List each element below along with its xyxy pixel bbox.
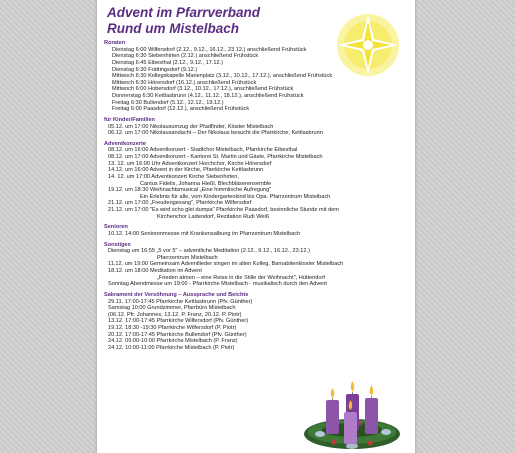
section-heading: Adventkonzerte xyxy=(104,140,146,147)
event-entry: Mittwoch 6:00 Hobersdorf (3.12., 10.12., 17.12.), anschließend Frühstück xyxy=(112,86,294,93)
event-entry: 20.12. 17:00-17:45 Pfarrkirche Bullendorf (Pfv. Günther) xyxy=(108,331,247,338)
event-entry: Pfarrzentrum Mistelbach xyxy=(157,254,218,261)
event-entry: 14.12. um 16:00 Advent in der Kirche, Pfarrkirche Kettlasbrunn xyxy=(108,167,264,174)
event-entry: 18.12. um 18:00 Meditation im Advent xyxy=(108,268,202,274)
event-listing xyxy=(104,40,404,352)
section-heading: Roraten xyxy=(104,40,126,46)
event-entry: 21.12. um 17:00 "Es wird scho glei dumpa" Pfarrkirche Paasdorf, besinnliche Stunde mit dem xyxy=(108,207,339,213)
event-entry: 13. 12. um 16:00 Uhr Adventkonzert Horchchor, Kirche Hörersdorf xyxy=(108,160,272,167)
event-entry: 13.12. 17:00-17:45 Pfarrkirche Wilfersdorf (Pfv. Günther) xyxy=(108,318,249,325)
event-entry: Dienstag um 16:55 „5 vor 5" – adventliche Meditation (2.12., 9.12., 16.12., 23.12.) xyxy=(108,248,310,255)
section-heading: Sakrament der Versöhnung – Aussprache und Beichte xyxy=(104,291,249,298)
section-heading: Sonstiges xyxy=(104,241,131,248)
title-line-1: Advent im Pfarrverband xyxy=(107,5,261,20)
flyer-page xyxy=(97,0,415,453)
event-entry: 24.12. 09:00-10:00 Pfarrkirche Mistelbach (P. Franz) xyxy=(108,338,238,345)
event-entry: 21.12. um 17:00 „Freudengesang", Pfarrkirche Wilfersdorf xyxy=(108,200,252,207)
event-entry: (06.12. Pfr. Johannes, 13.12. P. Franz, 20.12. P. Piotr) xyxy=(108,311,242,318)
event-entry: 14. 12. um 17:00 Adventkonzert Kirche Siebenhirten, xyxy=(108,173,239,180)
event-entry: Mittwoch 6:30 Kollegskapelle Marienplatz (3.12., 10.12., 17.12.), anschließend Frühstück xyxy=(112,73,333,80)
event-entry: Freitag 6:30 Bullendorf (5.12., 12.12., 19.12.) xyxy=(112,99,224,106)
event-entry: 08.12. um 16:00 Adventkonzert - Stadtchor Mistelbach, Pfarrkirche Eibesthal xyxy=(108,147,298,154)
advent-wreath-icon xyxy=(300,366,404,453)
event-entry: 08.12. um 17:00 Adventkonzert - Kantorei St. Martin und Gäste, Pfarrkirche Mistelbach xyxy=(108,154,323,160)
event-entry: Dienstag 6:00 Wilfersdorf (2.12., 9.12., 16.12., 23.12.) anschließend Frühstück xyxy=(112,46,307,53)
event-entry: 10.12. 14:00 Seniorenmesse mit Krankensalbung im Pfarrzentrum Mistelbach xyxy=(108,230,301,237)
section-heading: für Kinder/Familien xyxy=(104,116,155,123)
event-entry: 19.12. 18:30 -19:30 Pfarrkirche Wilfersdorf (P. Piotr) xyxy=(108,325,237,331)
event-entry: Dienstag 6:30 Frättingsdorf (9.12.) xyxy=(112,66,198,73)
event-entry: 29.11. 17:00-17:45 Pfarrkirche Kettlasbrunn (Pfv. Günther) xyxy=(108,298,253,305)
event-entry: 11.12. um 19:00 Gemeinsam Adventlieder singen im alten Kolleg, Barnabitenkloster Mistelbach xyxy=(108,261,344,268)
event-entry: Cantus Fidelis, Johanna Hießl, Blechbläserensemble xyxy=(140,180,272,187)
event-entry: Kirchenchor Ladendorf, Rezitation Rudi Weiß xyxy=(157,213,270,220)
event-entry: Samstag 10:00 Grundzimmer, Pfarrbüro Mistelbach xyxy=(108,305,236,312)
event-entry: Dienstag 6:30 Siebenhirten (2.12.) anschließend Frühstück xyxy=(112,53,259,60)
event-entry: Freitag 6:00 Paasdorf (12.12.), anschließend Frühstück xyxy=(112,106,250,113)
page-title xyxy=(107,5,260,37)
event-entry: 19.12. um 18:30 Weihnachtsmusical „Eine himmlische Aufregung" xyxy=(108,187,272,194)
event-entry: Donnerstag 6:30 Kettlasbrunn (4.12., 11.12., 18.12.), anschließend Frühstück xyxy=(112,93,304,99)
event-entry: 06.12. um 17:00 Nikolausandacht – Der Nikolaus besucht die Pfarrkirche, Kettlasbrunn xyxy=(108,130,323,137)
event-entry: 24.12. 10:00-11:00 Pfarrkirche Mistelbach (P. Piotr) xyxy=(108,344,235,351)
title-line-2: Rund um Mistelbach xyxy=(107,21,240,36)
section-heading: Senioren xyxy=(104,224,128,231)
event-entry: Ein Erlebnis für alle, vom Kindergartenkind bis Opa. Pfarrzentrum Mistelbach xyxy=(140,193,331,200)
event-entry: Sonntag Abendmesse um 19:00 - Pfarrkirche Mistelbach - musikalisch durch den Advent xyxy=(108,281,327,288)
event-entry: Dienstag 6:45 Eibesthal (2.12., 9.12., 17.12.) xyxy=(112,59,224,66)
event-entry: „Frieden atmen – eine Reise in die Stille der Weihnacht", Hüttendorf xyxy=(157,274,325,281)
event-entry: Mittwoch 6:30 Hörersdorf (16.12.) anschließend Frühstück xyxy=(112,79,257,86)
event-entry: 05.12. um 17:00 Nikolausumzug der Pfadfinder, Kloster Mistelbach xyxy=(108,123,274,130)
